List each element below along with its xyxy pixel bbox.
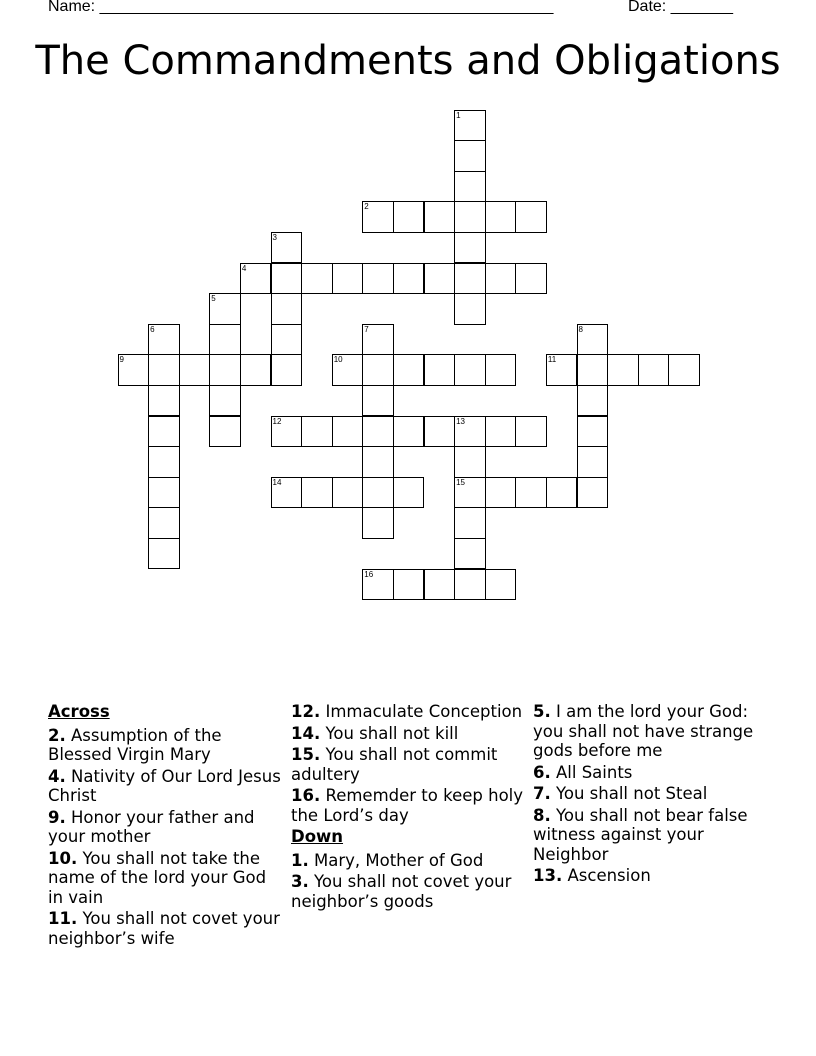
clue-text: Immaculate Conception [325,702,523,721]
clue-number-label: 8. [533,805,551,825]
grid-cell[interactable] [209,416,241,448]
grid-cell[interactable] [424,416,456,448]
grid-cell[interactable] [454,201,486,233]
clue-item [533,763,773,783]
grid-cell[interactable] [454,293,486,325]
across-heading: Across [48,702,110,721]
grid-cell[interactable] [240,263,272,295]
grid-cell[interactable] [485,263,517,295]
grid-cell[interactable] [454,538,486,570]
grid-cell[interactable] [209,385,241,417]
grid-cell[interactable] [362,324,394,356]
page-title: The Commandments and Obligations [35,38,781,84]
clue-number: 12 [272,416,282,426]
grid-cell[interactable] [332,477,364,509]
clue-text: Assumption of the Blessed Virgin Mary [48,725,222,764]
grid-cell[interactable] [362,507,394,539]
clue-number-label: 13. [533,866,563,885]
grid-cell[interactable] [393,477,425,509]
clue-number: 9 [119,355,124,365]
clue-text: Mary, Mother of God [314,850,484,870]
grid-cell[interactable] [148,324,180,356]
clue-item [291,786,526,825]
grid-cell[interactable] [454,110,486,142]
clue-number: 14 [272,477,282,487]
grid-cell[interactable] [454,171,486,203]
clue-item [291,745,526,784]
clue-text: Rememder to keep holy the Lord’s day [291,786,524,825]
clue-number-label: 1. [291,850,309,870]
grid-cell[interactable] [362,201,394,233]
clue-text: All Saints [556,762,633,782]
clue-number: 13 [456,416,465,426]
clue-number: 1 [456,110,461,120]
clue-item [291,724,526,744]
grid-cell[interactable] [424,354,456,386]
grid-cell[interactable] [424,201,456,233]
grid-cell[interactable] [393,201,425,233]
grid-cell[interactable] [362,263,394,295]
grid-cell[interactable] [454,232,486,264]
clue-number-label: 10. [48,848,78,868]
clue-number: 3 [272,232,277,242]
grid-cell[interactable] [148,507,180,539]
grid-cell[interactable] [209,293,241,325]
grid-cell[interactable] [301,263,333,295]
clue-text: You shall not kill [325,723,459,743]
clue-number-label: 16. [291,786,321,805]
grid-cell[interactable] [271,477,303,509]
clue-text: You shall not bear false witness against your Neighbor [533,805,748,864]
grid-cell[interactable] [454,446,486,478]
clue-number-label: 6. [533,762,551,782]
grid-cell[interactable] [148,416,180,448]
grid-cell[interactable] [271,354,303,386]
grid-cell[interactable] [179,354,211,386]
clue-text: You shall not Steal [556,784,708,803]
grid-cell[interactable] [271,232,303,264]
grid-cell[interactable] [362,446,394,478]
name-field[interactable]: Name: ___________________________________________________ [48,0,554,15]
clue-number-label: 3. [291,872,309,891]
grid-cell[interactable] [332,263,364,295]
clue-text: You shall not take the name of the lord your God in vain [48,848,267,907]
clue-number-label: 11. [48,909,78,928]
clue-number: 10 [333,355,343,365]
grid-cell[interactable] [148,354,180,386]
grid-cell[interactable] [485,569,517,601]
clue-item [533,784,773,804]
down-heading: Down [291,827,344,846]
clue-number-label: 14. [291,723,321,743]
grid-cell[interactable] [332,416,364,448]
grid-cell[interactable] [393,263,425,295]
clue-number: 11 [547,355,557,365]
across-clue-list-continued [291,702,526,825]
clue-text: Ascension [567,866,651,885]
down-clue-list-continued [533,702,773,886]
grid-cell[interactable] [148,477,180,509]
clue-item [48,808,283,847]
grid-cell[interactable] [271,293,303,325]
grid-cell[interactable] [301,477,333,509]
grid-cell[interactable] [393,354,425,386]
down-clue-list [291,851,526,912]
grid-cell[interactable] [393,569,425,601]
clue-number: 16 [364,569,374,579]
grid-cell[interactable] [332,354,364,386]
grid-cell[interactable] [362,477,394,509]
grid-cell[interactable] [546,477,578,509]
grid-cell[interactable] [454,569,486,601]
clue-number: 4 [241,263,247,273]
clue-number: 15 [456,477,465,487]
clue-number: 2 [364,202,369,212]
grid-cell[interactable] [393,416,425,448]
grid-cell[interactable] [577,354,609,386]
clue-item [291,702,526,722]
grid-cell[interactable] [301,416,333,448]
grid-cell[interactable] [454,354,486,386]
grid-cell[interactable] [271,263,303,295]
clue-number-label: 4. [48,766,66,786]
clue-item [533,806,773,865]
grid-cell[interactable] [148,385,180,417]
grid-cell[interactable] [271,416,303,448]
grid-cell[interactable] [485,201,517,233]
clues-column-3 [533,702,773,888]
clue-text: Honor your father and your mother [48,807,255,846]
grid-cell[interactable] [668,354,700,386]
clue-item [291,872,526,911]
grid-cell[interactable] [515,263,547,295]
grid-cell[interactable] [515,477,547,509]
clues-column-2 [291,702,526,913]
grid-cell[interactable] [577,324,609,356]
grid-cell[interactable] [638,354,670,386]
across-clue-list [48,726,283,949]
clue-number: 7 [364,324,369,334]
clue-number-label: 2. [48,725,66,745]
grid-cell[interactable] [424,569,456,601]
grid-cell[interactable] [577,477,609,509]
grid-cell[interactable] [362,416,394,448]
clues-column-1 [48,702,283,950]
grid-cell[interactable] [209,324,241,356]
grid-cell[interactable] [209,354,241,386]
grid-cell[interactable] [454,263,486,295]
clue-number: 5 [211,294,216,304]
clue-number-label: 9. [48,807,66,827]
grid-cell[interactable] [577,446,609,478]
grid-cell[interactable] [362,354,394,386]
grid-cell[interactable] [454,140,486,172]
clue-item [533,866,773,886]
clue-item [533,702,773,761]
grid-cell[interactable] [362,569,394,601]
grid-cell[interactable] [454,416,486,448]
grid-cell[interactable] [148,446,180,478]
clue-text: Nativity of Our Lord Jesus Christ [48,766,281,805]
clue-number-label: 12. [291,702,321,721]
grid-cell[interactable] [485,416,517,448]
grid-cell[interactable] [240,354,272,386]
grid-cell[interactable] [546,354,578,386]
grid-cell[interactable] [515,201,547,233]
clue-number-label: 7. [533,784,551,803]
grid-cell[interactable] [607,354,639,386]
clue-text: You shall not covet your neighbor’s wife [48,909,280,948]
grid-cell[interactable] [424,263,456,295]
grid-cell[interactable] [118,354,150,386]
clue-text: You shall not commit adultery [291,745,498,784]
clue-number-label: 5. [533,702,551,721]
clue-item [48,767,283,806]
grid-cell[interactable] [454,477,486,509]
grid-cell[interactable] [515,416,547,448]
clue-item [48,849,283,908]
clue-item [48,909,283,948]
clue-number-label: 15. [291,745,321,764]
clue-item [48,726,283,765]
grid-cell[interactable] [577,416,609,448]
clue-number: 8 [578,324,583,334]
clue-text: I am the lord your God: you shall not have strange gods before me [533,702,754,760]
grid-cell[interactable] [148,538,180,570]
grid-cell[interactable] [577,385,609,417]
clue-item [291,851,526,871]
date-field[interactable]: Date: _______ [628,0,733,15]
grid-cell[interactable] [362,385,394,417]
grid-cell[interactable] [485,354,517,386]
clue-number: 6 [150,324,155,334]
clue-text: You shall not covet your neighbor’s goods [291,872,512,911]
grid-cell[interactable] [271,324,303,356]
grid-cell[interactable] [485,477,517,509]
grid-cell[interactable] [454,507,486,539]
